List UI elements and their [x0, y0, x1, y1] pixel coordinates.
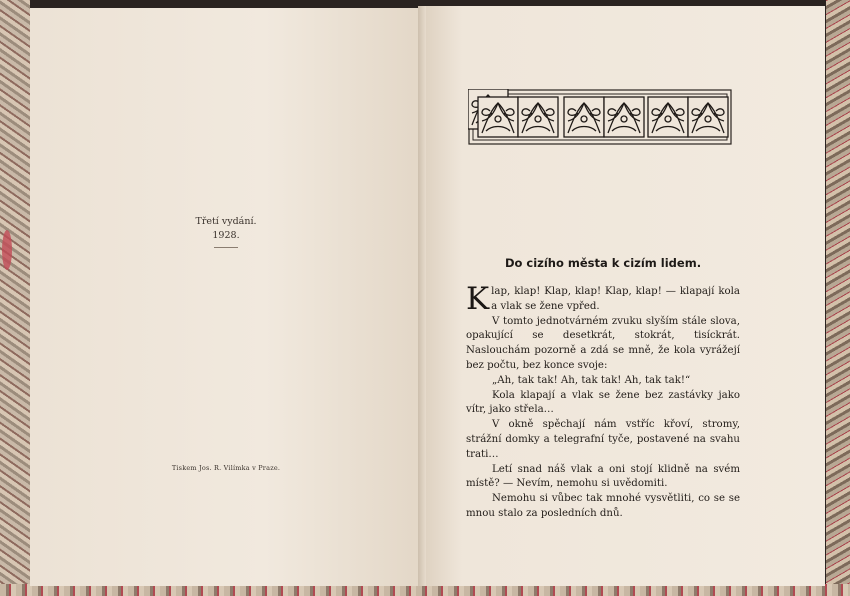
paragraph: Letí snad náš vlak a oni stojí klidně na svém místě? — Nevím, nemohu si uvědomiti.: [466, 463, 740, 490]
paragraph: V okně spěchají nám vstříc křoví, stromy, strážní domky a telegrafní tyče, postavené na svahu trati…: [466, 419, 740, 460]
opening-paragraph: [466, 281, 740, 317]
opening-text: lap, klap! Klap, klap! Klap, klap! — klapají kola a vlak se žene vpřed.: [491, 286, 740, 312]
paragraph: „Ah, tak tak! Ah, tak tak! Ah, tak tak!“: [492, 374, 691, 386]
chapter-text: [466, 281, 740, 522]
book-cover-right-edge: [826, 0, 850, 596]
paragraph: Nemohu si vůbec tak mnohé vysvětliti, co se se mnou stalo za posledních dnů.: [466, 493, 740, 519]
book-gutter: [418, 6, 426, 586]
left-page: [30, 8, 422, 586]
edition-note: [30, 215, 422, 248]
paragraph: V tomto jednotvárném zvuku slyším stále slova, opakující se desetkrát, stokrát, tisíckrát. Naslouchám pozorně a zdá se mně, že kola vyrážejí bez počtu, bez konce svoje:: [466, 315, 740, 371]
edition-year: 1928.: [212, 230, 240, 241]
printer-imprint: Tiskem Jos. R. Vilímka v Praze.: [171, 464, 281, 472]
chapter-title: Do cizího města k cizím lidem.: [504, 256, 702, 270]
art-nouveau-floral-ornament-icon: [468, 89, 732, 145]
drop-cap: K: [466, 281, 490, 317]
edition-rule: [214, 247, 238, 248]
edition-label: Třetí vydání.: [195, 216, 257, 227]
book-cover-left-edge: [0, 0, 30, 596]
paragraph: Kola klapají a vlak se žene bez zastávky jako vítr, jako střela…: [466, 389, 740, 416]
